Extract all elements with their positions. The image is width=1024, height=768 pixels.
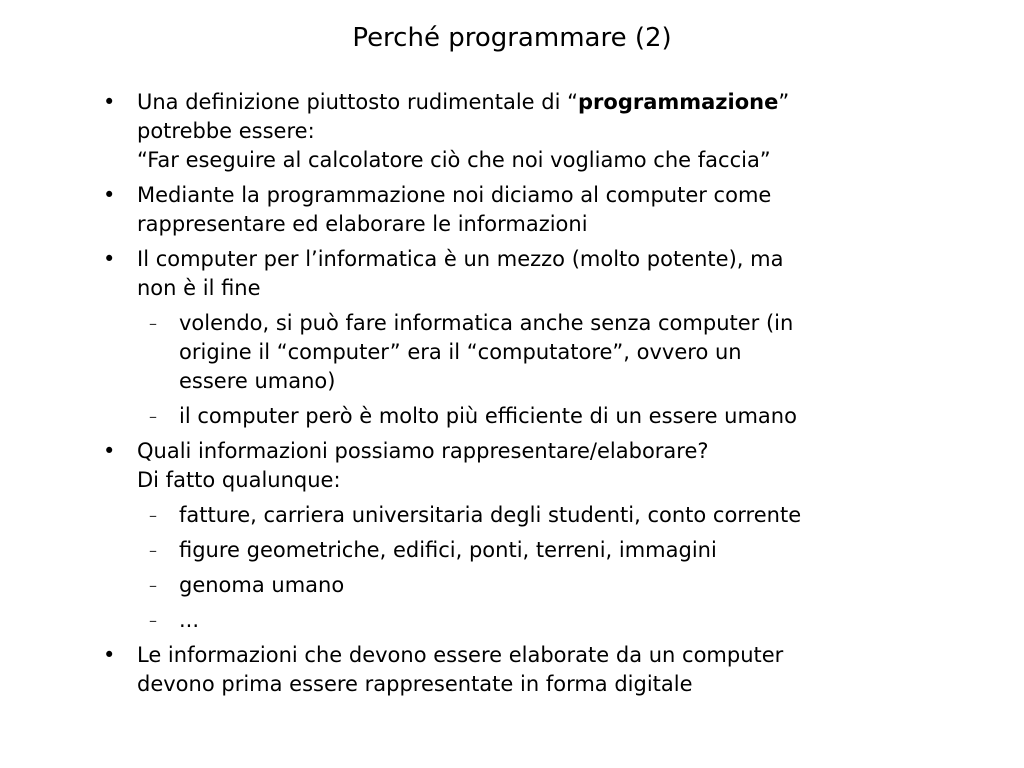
bullet-line: devono prima essere rappresentate in forma digitale [137, 672, 693, 696]
sub-item-geometry [103, 536, 933, 565]
dash-icon: – [149, 314, 157, 333]
dash-icon: – [149, 407, 157, 426]
dash-icon: – [149, 611, 157, 630]
bullet-icon: • [103, 643, 116, 667]
sub-line: il computer però è molto più efficiente di un essere umano [179, 404, 797, 428]
sub-line: ... [179, 608, 200, 632]
sub-line: figure geometriche, edifici, ponti, terreni, immagini [179, 538, 717, 562]
definition-quote-close: ” [778, 90, 790, 114]
bullet-item-programming [103, 181, 933, 239]
dash-icon: – [149, 541, 157, 560]
sub-line: genoma umano [179, 573, 345, 597]
bullet-line: Il computer per l’informatica è un mezzo (molto potente), ma [137, 247, 784, 271]
definition-keyword: programmazione [578, 90, 779, 114]
slide-title: Perché programmare (2) [352, 23, 672, 53]
dash-icon: – [149, 506, 157, 525]
sub-line: origine il “computer” era il “computatore”, ovvero un [179, 340, 742, 364]
bullet-item-definition [103, 88, 933, 175]
sub-line: essere umano) [179, 369, 336, 393]
bullet-item-computer-means [103, 245, 933, 303]
sub-item-genome [103, 571, 933, 600]
bullet-line: rappresentare ed elaborare le informazioni [137, 212, 588, 236]
bullet-item-which-information [103, 437, 933, 495]
bullet-icon: • [103, 90, 116, 114]
bullet-line: potrebbe essere: [137, 119, 315, 143]
bullet-line [137, 88, 933, 117]
bullet-icon: • [103, 183, 116, 207]
bullet-line: “Far eseguire al calcolatore ciò che noi vogliamo che faccia” [137, 148, 771, 172]
sub-item-invoices [103, 501, 933, 530]
bullet-line: Di fatto qualunque: [137, 468, 341, 492]
sub-line: volendo, si può fare informatica anche senza computer (in [179, 311, 794, 335]
sub-line: fatture, carriera universitaria degli studenti, conto corrente [179, 503, 802, 527]
definition-text: Una definizione piuttosto rudimentale di “ [137, 90, 578, 114]
bullet-line: Quali informazioni possiamo rappresentare/elaborare? [137, 439, 709, 463]
sub-item-efficient [103, 402, 933, 431]
bullet-list [103, 88, 933, 705]
bullet-line: Le informazioni che devono essere elaborate da un computer [137, 643, 784, 667]
sub-item-ellipsis [103, 606, 933, 635]
bullet-icon: • [103, 439, 116, 463]
bullet-icon: • [103, 247, 116, 271]
bullet-line: Mediante la programmazione noi diciamo al computer come [137, 183, 772, 207]
dash-icon: – [149, 576, 157, 595]
sub-item-without-computer [103, 309, 933, 396]
bullet-item-digital-representation [103, 641, 933, 699]
bullet-line: non è il fine [137, 276, 261, 300]
